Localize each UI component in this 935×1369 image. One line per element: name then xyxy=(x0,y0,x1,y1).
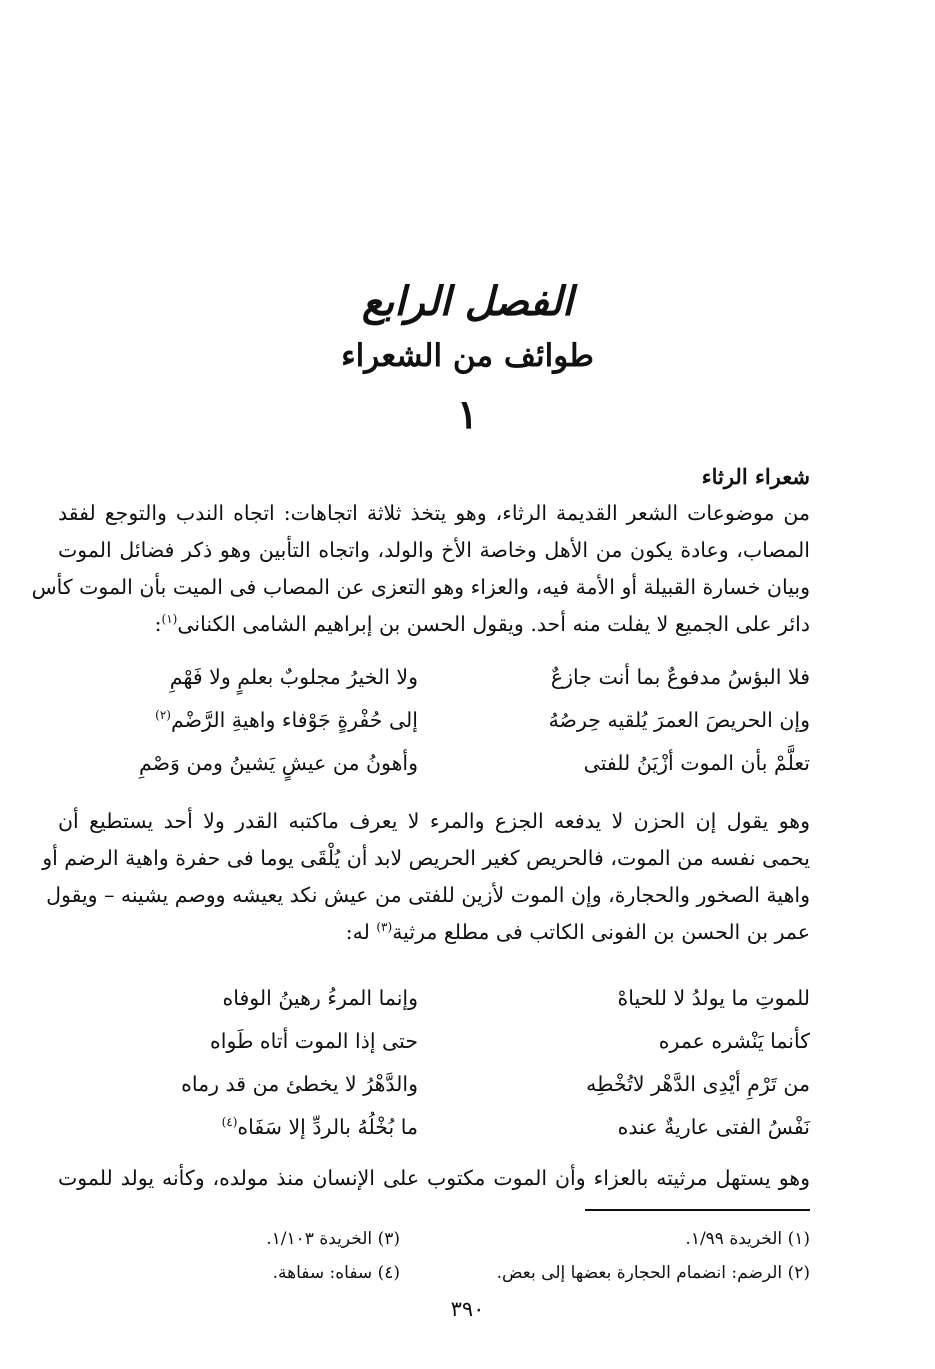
verse-first-hemistich: للموتِ ما يولدُ لا للحياهْ xyxy=(617,986,810,1010)
footnote-number: (٢) xyxy=(787,1263,810,1283)
paragraph-line-text: عمر بن الحسن بن الفونى الكاتب فى مطلع مرثية xyxy=(392,920,810,944)
verse-second-hemistich xyxy=(58,700,418,740)
footnote-number: (٤) xyxy=(377,1263,400,1283)
paragraph-line-tail: له: xyxy=(345,920,377,944)
paragraph-line: وهو يقول إن الحزن لا يدفعه الجزع والمرء لا يعرف ماكتبه القدر ولا أحد يستطيع أن xyxy=(58,809,810,833)
paragraph-line xyxy=(58,914,810,951)
verse-row xyxy=(58,743,810,783)
verse-first-hemistich: من تَرْمِ أيْدِى الدَّهْر لاتُخْطِه xyxy=(586,1072,810,1096)
paragraph-line: يحمى نفسه من الموت، فالحريص كغير الحريص لابد أن يُلْقَى يوما فى حفرة واهية الرضم أو xyxy=(42,846,810,870)
footnote-number: (٣) xyxy=(377,1229,400,1249)
footnote-ref: (٢) xyxy=(155,708,171,723)
paragraph-line: وبيان خسارة القبيلة أو الأمة فيه، والعزاء وهو التعزى عن المصاب فى الميت بأن الموت كأس xyxy=(31,575,810,599)
verse-row xyxy=(58,1064,810,1104)
footnote-text: الرضم: انضمام الحجارة بعضها إلى بعض. xyxy=(496,1263,783,1283)
verse-row xyxy=(58,978,810,1018)
section-heading: شعراء الرثاء xyxy=(701,464,810,489)
verse-row xyxy=(58,1021,810,1061)
verse-first-hemistich: كأنما يَنْشره عمره xyxy=(658,1029,810,1053)
verse-second-hemistich: وإنما المرءُ رهينُ الوفاه xyxy=(222,986,418,1010)
footnote-ref: (٤) xyxy=(221,1115,238,1130)
paragraph-line: وهو يستهل مرثيته بالعزاء وأن الموت مكتوب على الإنسان منذ مولده، وكأنه يولد للموت xyxy=(58,1166,810,1190)
paragraph-line-tail: : xyxy=(154,612,162,636)
section-number: ١ xyxy=(456,391,479,438)
paragraph-1 xyxy=(31,495,810,643)
footnote-1 xyxy=(685,1224,810,1254)
chapter-subtitle: طوائف من الشعراء xyxy=(341,338,594,374)
paragraph-line xyxy=(58,606,810,643)
verse-second-hemistich: وأهونُ من عيشٍ يَشينُ ومن وَصْمِ xyxy=(139,751,418,775)
paragraph-line-text: دائر على الجميع لا يفلت منه أحد. ويقول الحسن بن إبراهيم الشامى الكنانى xyxy=(177,612,810,636)
footnote-text: سفاه: سفاهة. xyxy=(272,1263,373,1283)
verse-second-hemistich: حتى إذا الموت أتاه طَواه xyxy=(210,1029,418,1053)
verse-first-hemistich: نَفْسُ الفتى عاريةٌ عنده xyxy=(617,1115,810,1139)
paragraph-3 xyxy=(58,1160,810,1197)
paragraph-2 xyxy=(42,803,810,951)
verse-row xyxy=(58,1107,810,1147)
paragraph-line: واهية الصخور والحجارة، وإن الموت لأزين للفتى من عيش نكد يعيشه ووصم يشينه – ويقول xyxy=(46,883,810,907)
footnote-3 xyxy=(266,1224,400,1254)
paragraph-line: من موضوعات الشعر القديمة الرثاء، وهو يتخذ ثلاثة اتجاهات: اتجاه الندب والتوجع لفقد xyxy=(58,501,810,525)
footnote-ref: (٣) xyxy=(376,920,393,935)
verse-second-hemistich: والدَّهْرُ لا يخطئ من قد رماه xyxy=(181,1072,418,1096)
footnote-text: الخريدة ١/٩٩. xyxy=(685,1229,783,1249)
verse-row xyxy=(58,700,810,740)
verse-second-hemistich xyxy=(58,1107,418,1147)
footnote-text: الخريدة ١/١٠٣. xyxy=(266,1229,373,1249)
footnote-number: (١) xyxy=(787,1229,810,1249)
chapter-title: الفصل الرابع xyxy=(361,278,574,325)
verse-first-hemistich: تعلَّمْ بأن الموت أزْيَنُ للفتى xyxy=(583,751,810,775)
footnote-4 xyxy=(273,1258,400,1288)
verse-text: ما بُخْلُهُ بالردِّ إلا سَفَاه xyxy=(237,1115,418,1139)
footnote-ref: (١) xyxy=(161,612,178,627)
verse-text: إلى حُفْرةٍ جَوْفاء واهيةِ الرَّضْم xyxy=(170,708,418,732)
footnote-divider xyxy=(585,1209,810,1211)
page-number: ٣٩٠ xyxy=(450,1297,485,1321)
verse-first-hemistich: فلا البؤسُ مدفوعٌ بما أنت جازعٌ xyxy=(550,665,810,689)
verse-row xyxy=(58,657,810,697)
paragraph-line: المصاب، وعادة يكون من الأهل وخاصة الأخ والولد، واتجاه التأبين وهو ذكر فضائل الموت xyxy=(58,538,810,562)
footnote-2 xyxy=(497,1258,810,1288)
verse-first-hemistich: وإن الحريصَ العمرَ يُلقيه حِرصُهُ xyxy=(548,708,810,732)
verse-second-hemistich: ولا الخيرُ مجلوبٌ بعلمٍ ولا فَهْمِ xyxy=(169,665,418,689)
